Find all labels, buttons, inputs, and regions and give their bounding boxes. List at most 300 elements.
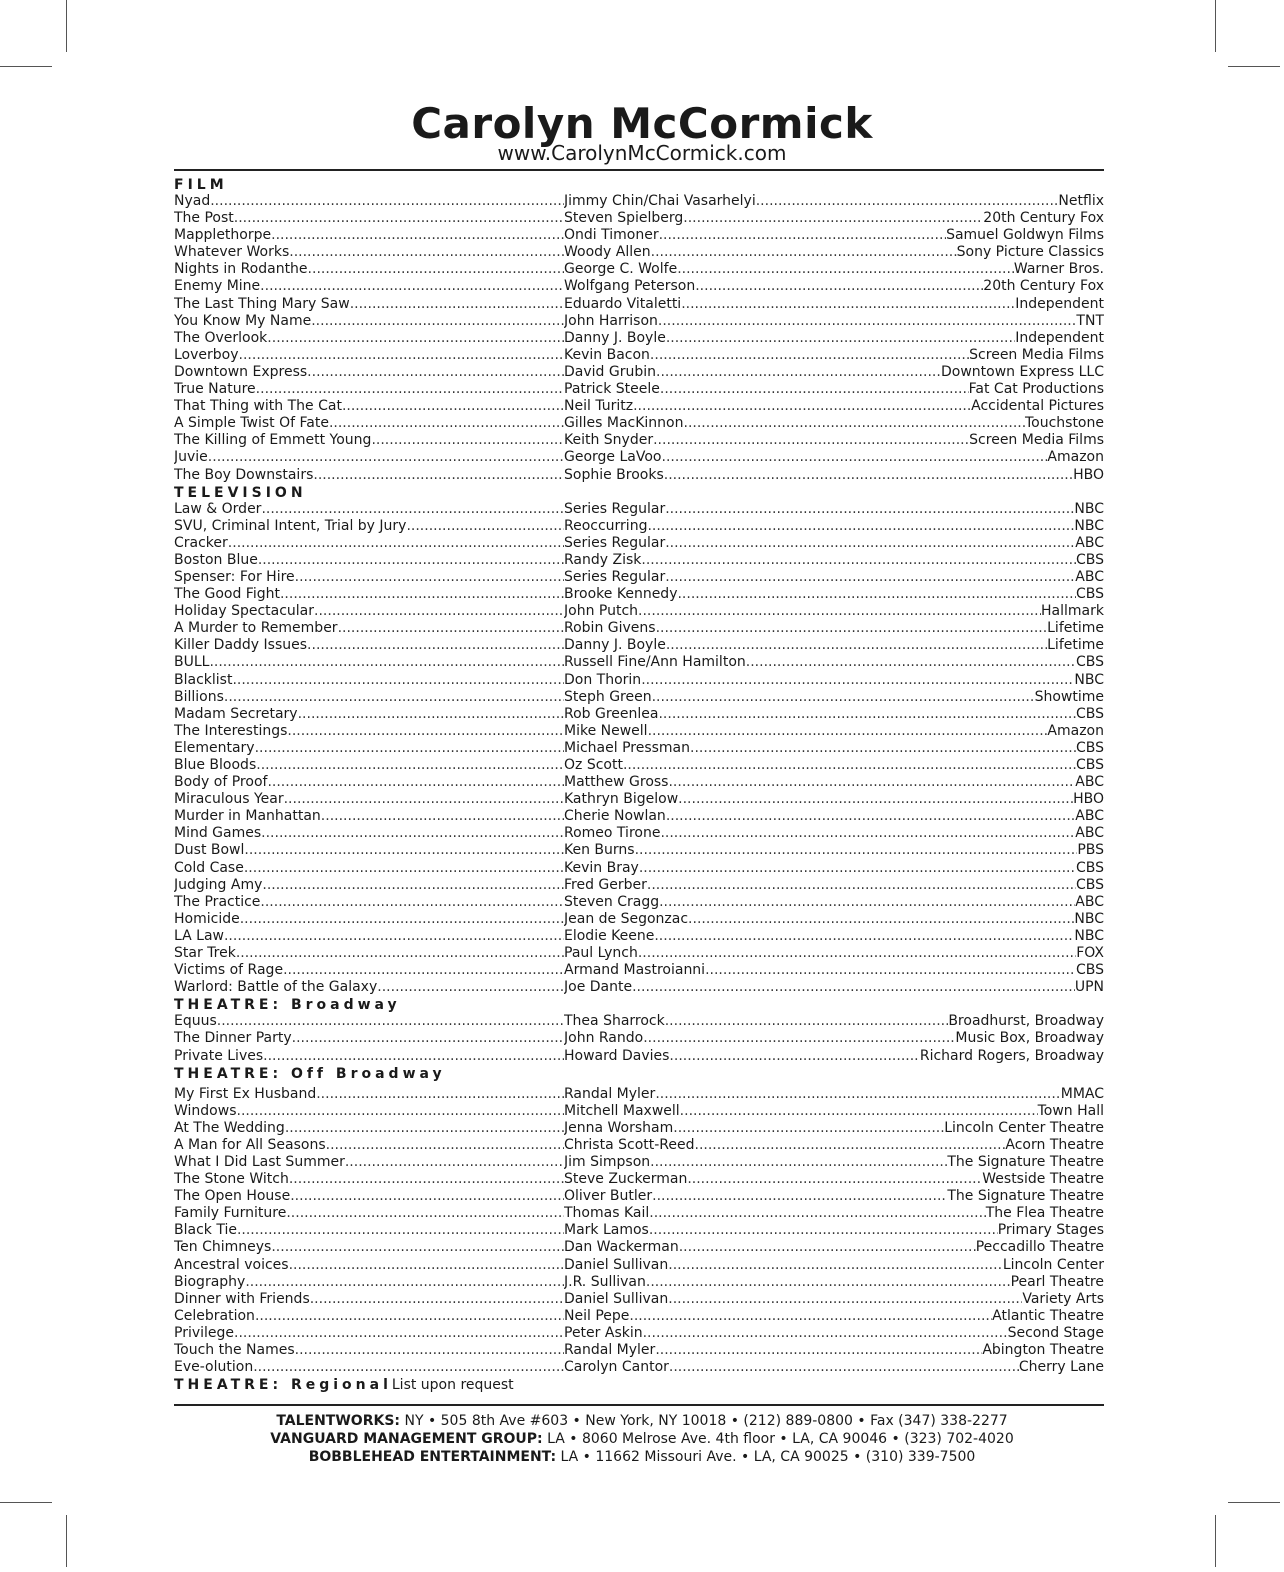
dot-leader (665, 535, 1075, 552)
credit-row (174, 1257, 1104, 1274)
credit-director: Robin Givens (564, 620, 656, 637)
dot-leader (655, 1086, 1060, 1103)
dot-leader (680, 1103, 1038, 1120)
credit-director: Jenna Worsham (564, 1119, 674, 1136)
dot-leader (638, 945, 1076, 962)
credit-title: Killer Daddy Issues (174, 637, 308, 654)
dot-leader (308, 261, 564, 278)
credit-venue: Westside Theatre (982, 1171, 1104, 1188)
credit-director: John Rando (564, 1030, 644, 1047)
credit-row (174, 774, 1104, 791)
credit-director: Thea Sharrock (564, 1013, 665, 1030)
credit-detail-cell (564, 791, 1104, 808)
credit-director: Steve Zuckerman (564, 1171, 688, 1188)
credit-title: Loverboy (174, 346, 239, 363)
dot-leader (326, 1137, 564, 1154)
credit-director: Danny J. Boyle (564, 329, 666, 346)
credit-director: Reoccurring (564, 517, 648, 534)
credit-row (174, 296, 1104, 313)
credit-title: Law & Order (174, 500, 262, 517)
credit-venue: ABC (1075, 825, 1104, 842)
dot-leader (648, 723, 1048, 740)
dot-leader (255, 740, 564, 757)
credit-director: Kevin Bray (564, 859, 639, 876)
credit-venue: The Flea Theatre (985, 1205, 1104, 1222)
credit-title-cell (174, 1359, 564, 1376)
credit-title: SVU, Criminal Intent, Trial by Jury (174, 517, 407, 534)
dot-leader (638, 603, 1041, 620)
credit-title: Madam Secretary (174, 705, 298, 722)
credit-title: A Simple Twist Of Fate (174, 415, 329, 432)
credit-detail-cell (564, 877, 1104, 894)
credit-row (174, 552, 1104, 569)
credit-row (174, 586, 1104, 603)
dot-leader (350, 296, 564, 313)
dot-leader (660, 825, 1075, 842)
credit-title: The Killing of Emmett Young (174, 432, 372, 449)
credit-director: Randy Zisk (564, 551, 642, 568)
credit-detail-cell (564, 1359, 1104, 1376)
credit-venue: The Signature Theatre (947, 1188, 1104, 1205)
dot-leader (283, 962, 564, 979)
credit-title-cell (174, 381, 564, 398)
agency-contact: LA • 11662 Missouri Ave. • LA, CA 90025 • (310) 339-7500 (560, 1449, 976, 1465)
credit-detail-cell (564, 330, 1104, 347)
dot-leader (666, 637, 1047, 654)
credit-detail-cell (564, 1137, 1104, 1154)
credit-venue: MMAC (1060, 1085, 1104, 1102)
credit-director: Mike Newell (564, 722, 648, 739)
credit-director: Steven Spielberg (564, 210, 684, 227)
credit-row (174, 911, 1104, 928)
dot-leader (641, 552, 1076, 569)
dot-leader (669, 1359, 1019, 1376)
credit-director: Series Regular (564, 568, 666, 585)
dot-leader (256, 381, 564, 398)
credit-detail-cell (564, 603, 1104, 620)
credit-detail-cell (564, 1308, 1104, 1325)
credit-title: Nights in Rodanthe (174, 261, 308, 278)
credit-venue: CBS (1075, 586, 1104, 603)
credit-title: What I Did Last Summer (174, 1153, 345, 1170)
credit-title: The Practice (174, 893, 261, 910)
agency-name: TALENTWORKS: (276, 1413, 401, 1429)
credit-title-cell (174, 364, 564, 381)
credit-director: Mark Lamos (564, 1222, 649, 1239)
dot-leader (210, 193, 564, 210)
credit-title: Juvie (174, 449, 208, 466)
credit-title-cell (174, 1257, 564, 1274)
dot-leader (643, 1325, 1008, 1342)
website-link[interactable]: www.CarolynMcCormick.com (497, 141, 787, 165)
credit-detail-cell (564, 1048, 1104, 1065)
credit-detail-cell (564, 1205, 1104, 1222)
credit-detail-cell (564, 945, 1104, 962)
credit-detail-cell (564, 911, 1104, 928)
credit-detail-cell (564, 432, 1104, 449)
credit-director: Romeo Tirone (564, 825, 661, 842)
dot-leader (258, 552, 564, 569)
dot-leader (244, 860, 564, 877)
credit-title: Celebration (174, 1307, 255, 1324)
credit-title-cell (174, 1103, 564, 1120)
credit-director: Patrick Steele (564, 381, 660, 398)
credit-title-cell (174, 1154, 564, 1171)
credit-row (174, 193, 1104, 210)
dot-leader (267, 774, 564, 791)
section-title: THEATRE: Regional (174, 1377, 392, 1394)
dot-leader (228, 535, 564, 552)
dot-leader (651, 244, 957, 261)
dot-leader (217, 1013, 564, 1030)
resume-credits (174, 176, 1104, 1393)
credit-title: True Nature (174, 381, 256, 398)
dot-leader (666, 808, 1075, 825)
credit-title-cell (174, 620, 564, 637)
credit-title: Dust Bowl (174, 842, 245, 859)
actor-name: Carolyn McCormick (411, 99, 873, 148)
credit-title: Billions (174, 688, 224, 705)
dot-leader (666, 330, 1015, 347)
dot-leader (646, 1274, 1011, 1291)
credit-director: Michael Pressman (564, 739, 691, 756)
dot-leader (639, 860, 1076, 877)
dot-leader (679, 1239, 976, 1256)
dot-leader (261, 501, 564, 518)
dot-leader (256, 757, 564, 774)
credit-row (174, 1154, 1104, 1171)
credit-title-cell (174, 227, 564, 244)
credit-venue: Netflix (1058, 193, 1104, 209)
credit-title: Mind Games (174, 825, 262, 842)
dot-leader (271, 227, 564, 244)
dot-leader (329, 415, 564, 432)
credit-venue: HBO (1073, 791, 1104, 808)
credit-row (174, 1205, 1104, 1222)
credit-title: LA Law (174, 927, 224, 944)
credit-venue: CBS (1075, 551, 1104, 568)
credit-venue: Acorn Theatre (1005, 1136, 1104, 1153)
credit-venue: ABC (1075, 534, 1104, 551)
credit-row (174, 945, 1104, 962)
credit-venue: Second Stage (1007, 1324, 1104, 1341)
credit-detail-cell (564, 1188, 1104, 1205)
credit-venue: HBO (1073, 466, 1104, 483)
dot-leader (664, 467, 1073, 484)
credit-title-cell (174, 347, 564, 364)
dot-leader (746, 654, 1076, 671)
credit-director: George LaVoo (564, 449, 662, 466)
credit-detail-cell (564, 415, 1104, 432)
credit-title: Privilege (174, 1324, 235, 1341)
credit-title: Mapplethorpe (174, 227, 272, 244)
agency-line (0, 1430, 1284, 1448)
credit-title-cell (174, 1120, 564, 1137)
credit-row (174, 979, 1104, 996)
dot-leader (677, 586, 1075, 603)
credit-title-cell (174, 586, 564, 603)
crop-mark (1215, 0, 1216, 52)
credit-detail-cell (564, 467, 1104, 484)
dot-leader (632, 979, 1075, 996)
credit-title-cell (174, 1291, 564, 1308)
credit-detail-cell (564, 637, 1104, 654)
credit-row (174, 210, 1104, 227)
credit-detail-cell (564, 535, 1104, 552)
credit-row (174, 1120, 1104, 1137)
credit-title-cell (174, 261, 564, 278)
dot-leader (289, 244, 564, 261)
credit-title-cell (174, 791, 564, 808)
credit-director: John Putch (564, 603, 639, 620)
credit-detail-cell (564, 193, 1104, 210)
dot-leader (236, 945, 564, 962)
credit-title: The Boy Downstairs (174, 466, 314, 483)
section-heading (174, 1376, 1104, 1393)
dot-leader (284, 791, 564, 808)
credit-title: The Post (174, 210, 234, 227)
credit-director: Gilles MacKinnon (564, 415, 684, 432)
credit-title: Ancestral voices (174, 1256, 289, 1273)
agency-contact: NY • 505 8th Ave #603 • New York, NY 10018 • (212) 889-0800 • Fax (347) 338-2277 (404, 1413, 1008, 1429)
credit-venue: Amazon (1047, 722, 1104, 739)
credit-row (174, 962, 1104, 979)
section-heading (174, 996, 1104, 1013)
dot-leader (208, 449, 564, 466)
credit-row (174, 689, 1104, 706)
credit-title-cell (174, 706, 564, 723)
credit-title-cell (174, 1274, 564, 1291)
dot-leader (342, 398, 564, 415)
credit-venue: Touchstone (1024, 415, 1104, 432)
credit-row (174, 398, 1104, 415)
credit-title: Family Furniture (174, 1205, 287, 1222)
credit-venue: Lincoln Center (1002, 1256, 1104, 1273)
dot-leader (652, 689, 1035, 706)
dot-leader (224, 689, 564, 706)
agency-name: BOBBLEHEAD ENTERTAINMENT: (308, 1449, 557, 1465)
dot-leader (690, 740, 1076, 757)
credit-title: A Man for All Seasons (174, 1136, 326, 1153)
credit-title-cell (174, 313, 564, 330)
credit-detail-cell (564, 757, 1104, 774)
credit-director: Steph Green (564, 688, 652, 705)
credit-title: Cold Case (174, 859, 244, 876)
credit-detail-cell (564, 860, 1104, 877)
credit-detail-cell (564, 518, 1104, 535)
credit-detail-cell (564, 1030, 1104, 1047)
credit-title: Downtown Express (174, 363, 308, 380)
credit-title-cell (174, 672, 564, 689)
credit-detail-cell (564, 672, 1104, 689)
dot-leader (290, 1188, 564, 1205)
dot-leader (695, 278, 983, 295)
dot-leader (234, 1325, 564, 1342)
credit-detail-cell (564, 296, 1104, 313)
credit-title: The Dinner Party (174, 1030, 292, 1047)
crop-mark (0, 1502, 52, 1503)
credit-detail-cell (564, 1086, 1104, 1103)
credit-venue: Sony Picture Classics (956, 244, 1104, 261)
credit-row (174, 1103, 1104, 1120)
credit-director: Dan Wackerman (564, 1239, 679, 1256)
credit-title: Victims of Rage (174, 962, 284, 979)
dot-leader (316, 1086, 564, 1103)
credit-row (174, 1137, 1104, 1154)
credit-director: Carolyn Cantor (564, 1359, 669, 1376)
credit-venue: Screen Media Films (969, 346, 1104, 363)
section-heading (174, 1065, 1104, 1082)
dot-leader (260, 894, 564, 911)
credit-venue: CBS (1075, 859, 1104, 876)
credit-director: Randal Myler (564, 1342, 656, 1358)
credit-row (174, 706, 1104, 723)
credit-title: Spenser: For Hire (174, 568, 295, 585)
credit-venue: Abington Theatre (982, 1342, 1104, 1358)
dot-leader (683, 210, 983, 227)
credit-title: Dinner with Friends (174, 1290, 310, 1307)
credit-title-cell (174, 552, 564, 569)
dot-leader (286, 1205, 564, 1222)
credit-detail-cell (564, 689, 1104, 706)
credit-title-cell (174, 1137, 564, 1154)
dot-leader (635, 842, 1078, 859)
credit-detail-cell (564, 569, 1104, 586)
credit-director: Armand Mastroianni (564, 962, 706, 979)
credit-row (174, 1048, 1104, 1065)
credit-row (174, 620, 1104, 637)
credit-title: Judging Amy (174, 876, 263, 893)
credit-detail-cell (564, 278, 1104, 295)
credit-title-cell (174, 1171, 564, 1188)
dot-leader (652, 1188, 947, 1205)
dot-leader (310, 1291, 564, 1308)
credit-row (174, 842, 1104, 859)
dot-leader (261, 825, 564, 842)
credit-detail-cell (564, 723, 1104, 740)
agency-line (0, 1412, 1284, 1430)
credit-row (174, 535, 1104, 552)
credit-row (174, 808, 1104, 825)
credit-venue: UPN (1074, 979, 1104, 996)
credit-title: Star Trek (174, 945, 236, 962)
credit-title: You Know My Name (174, 312, 312, 329)
dot-leader (705, 962, 1076, 979)
dot-leader (224, 928, 564, 945)
section-title: TELEVISION (174, 484, 307, 501)
credit-venue: Fat Cat Productions (968, 381, 1104, 398)
dot-leader (240, 911, 564, 928)
dot-leader (659, 227, 946, 244)
credit-row (174, 330, 1104, 347)
credit-title-cell (174, 1342, 564, 1359)
credit-director: Neil Turitz (564, 398, 634, 415)
dot-leader (209, 654, 564, 671)
credit-title-cell (174, 432, 564, 449)
credit-venue: Independent (1015, 295, 1104, 312)
credit-title: Nyad (174, 193, 211, 209)
credit-detail-cell (564, 449, 1104, 466)
credit-title: Cracker (174, 534, 228, 551)
credit-detail-cell (564, 552, 1104, 569)
credit-venue: Downtown Express LLC (941, 363, 1104, 380)
credit-title-cell (174, 740, 564, 757)
credit-row (174, 347, 1104, 364)
credit-title: My First Ex Husband (174, 1085, 317, 1102)
credit-row (174, 637, 1104, 654)
credit-venue: Lincoln Center Theatre (944, 1119, 1104, 1136)
credit-title-cell (174, 1222, 564, 1239)
dot-leader (678, 791, 1073, 808)
dot-leader (695, 1137, 1006, 1154)
credit-title-cell (174, 1030, 564, 1047)
credit-director: Christa Scott-Reed (564, 1136, 695, 1153)
credit-venue: ABC (1075, 568, 1104, 585)
dot-leader (287, 723, 564, 740)
dot-leader (298, 706, 564, 723)
dot-leader (271, 1239, 564, 1256)
credit-title: The Overlook (174, 329, 268, 346)
credit-detail-cell (564, 210, 1104, 227)
credit-row (174, 928, 1104, 945)
credit-title-cell (174, 637, 564, 654)
credit-detail-cell (564, 1013, 1104, 1030)
credit-row (174, 877, 1104, 894)
credit-director: Kathryn Bigelow (564, 791, 679, 808)
credit-venue: Amazon (1047, 449, 1104, 466)
footer-divider (174, 1404, 1104, 1406)
dot-leader (232, 672, 564, 689)
credit-venue: ABC (1075, 893, 1104, 910)
credit-title: Blacklist (174, 671, 233, 688)
credit-title-cell (174, 210, 564, 227)
credit-detail-cell (564, 1171, 1104, 1188)
credit-venue: Showtime (1034, 688, 1104, 705)
credit-title: Private Lives (174, 1047, 264, 1064)
credit-director: Series Regular (564, 534, 666, 551)
credit-title: Elementary (174, 739, 255, 756)
credit-director: J.R. Sullivan (564, 1273, 646, 1290)
credit-title-cell (174, 689, 564, 706)
credit-title-cell (174, 1325, 564, 1342)
section-heading (174, 176, 1104, 193)
credit-title-cell (174, 979, 564, 996)
dot-leader (237, 1103, 565, 1120)
credit-venue: Hallmark (1041, 603, 1104, 620)
dot-leader (239, 347, 564, 364)
credit-detail-cell (564, 808, 1104, 825)
credit-title-cell (174, 860, 564, 877)
credit-detail-cell (564, 894, 1104, 911)
dot-leader (649, 1222, 998, 1239)
credit-director: Elodie Keene (564, 927, 655, 944)
credit-row (174, 1188, 1104, 1205)
credit-detail-cell (564, 1154, 1104, 1171)
credit-director: Daniel Sullivan (564, 1290, 669, 1307)
credit-detail-cell (564, 842, 1104, 859)
credit-detail-cell (564, 1274, 1104, 1291)
dot-leader (314, 603, 564, 620)
dot-leader (650, 347, 969, 364)
credit-venue: The Signature Theatre (947, 1153, 1104, 1170)
dot-leader (647, 518, 1074, 535)
credit-venue: Cherry Lane (1018, 1359, 1104, 1376)
credit-venue: NBC (1074, 927, 1104, 944)
credit-venue: CBS (1075, 654, 1104, 671)
credit-detail-cell (564, 706, 1104, 723)
credit-director: Sophie Brooks (564, 466, 664, 483)
credit-title-cell (174, 398, 564, 415)
